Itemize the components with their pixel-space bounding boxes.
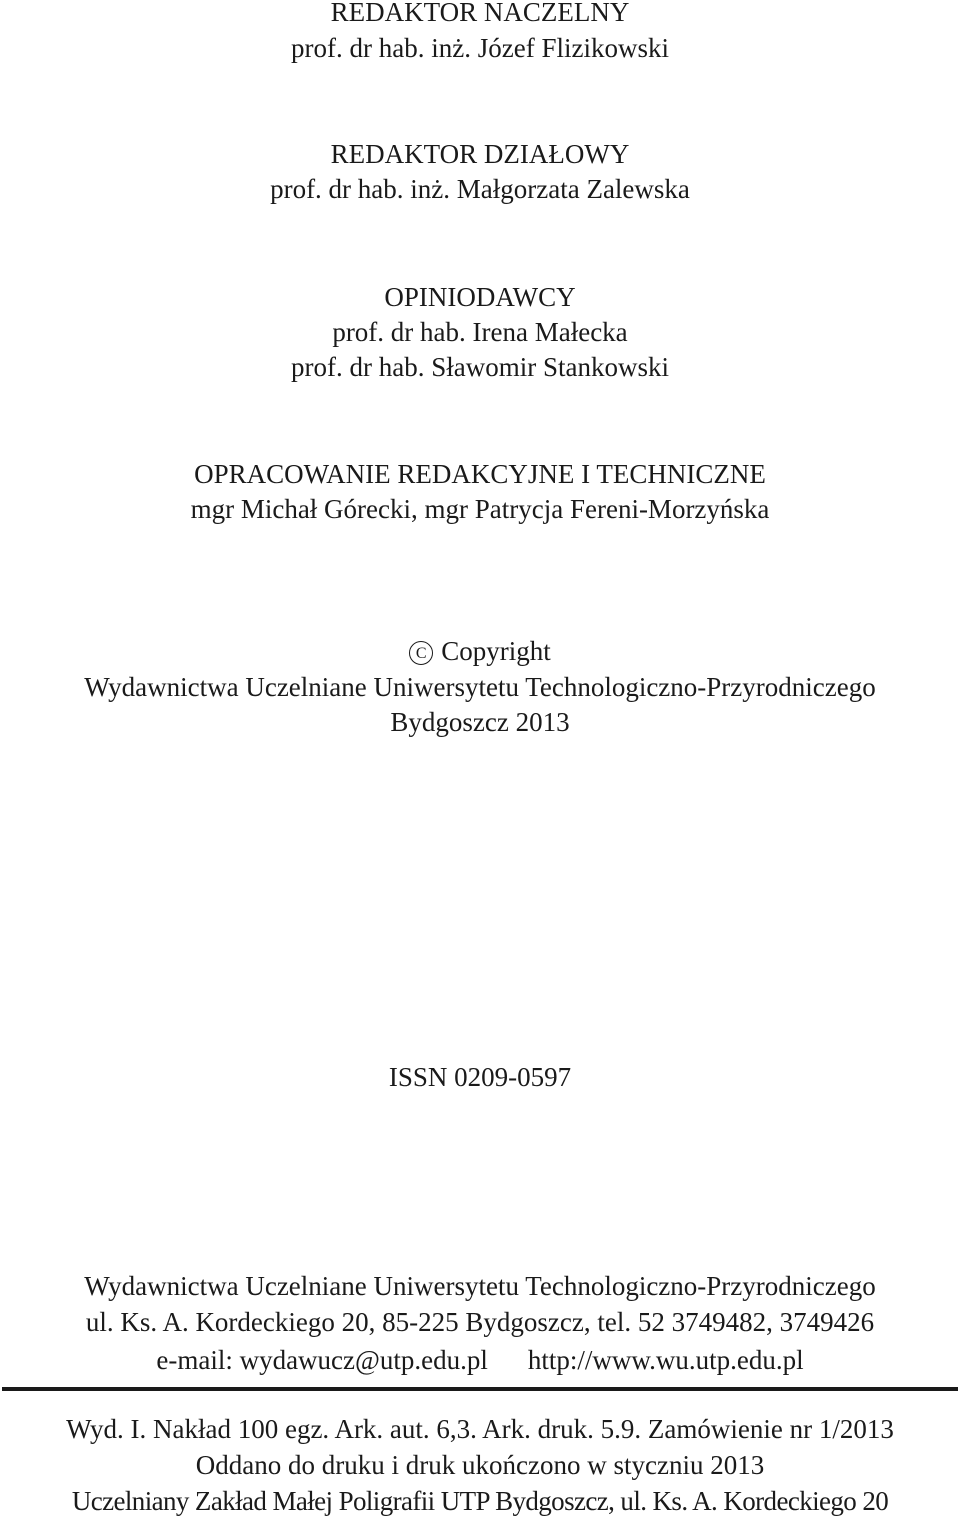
copyright-line xyxy=(0,634,960,668)
horizontal-rule xyxy=(2,1387,958,1391)
publisher-name: Wydawnictwa Uczelniane Uniwersytetu Technologiczno-Przyrodniczego xyxy=(84,1271,876,1301)
reviewer-name: prof. dr hab. Sławomir Stankowski xyxy=(291,352,669,382)
publisher-email: e-mail: wydawucz@utp.edu.pl xyxy=(156,1345,488,1375)
imprint-printed: Oddano do druku i druk ukończono w styczniu 2013 xyxy=(195,1450,765,1480)
technical-editing-heading: OPRACOWANIE REDAKCYJNE I TECHNICZNE xyxy=(194,459,766,489)
imprint-printer: Uczelniany Zakład Małej Poligrafii UTP Bydgoszcz, ul. Ks. A. Kordeckiego 20 xyxy=(71,1486,889,1516)
issn: ISSN 0209-0597 xyxy=(388,1062,572,1092)
publisher-website: http://www.wu.utp.edu.pl xyxy=(527,1345,804,1375)
reviewers-heading: OPINIODAWCY xyxy=(384,282,576,312)
section-editor-heading: REDAKTOR DZIAŁOWY xyxy=(330,139,630,169)
reviewer-name: prof. dr hab. Irena Małecka xyxy=(332,317,628,347)
publisher-contact xyxy=(0,1343,960,1377)
copyright-label: Copyright xyxy=(441,636,551,666)
section-editor-name: prof. dr hab. inż. Małgorzata Zalewska xyxy=(270,174,690,204)
technical-editing-names: mgr Michał Górecki, mgr Patrycja Fereni-Morzyńska xyxy=(190,494,770,524)
copyright-icon: C xyxy=(409,641,433,665)
editor-in-chief-name: prof. dr hab. inż. Józef Flizikowski xyxy=(291,33,669,63)
copyright-place-year: Bydgoszcz 2013 xyxy=(390,707,570,737)
copyright-holder: Wydawnictwa Uczelniane Uniwersytetu Technologiczno-Przyrodniczego xyxy=(84,672,876,702)
imprint-edition: Wyd. I. Nakład 100 egz. Ark. aut. 6,3. Ark. druk. 5.9. Zamówienie nr 1/2013 xyxy=(66,1414,894,1444)
editor-in-chief-heading: REDAKTOR NACZELNY xyxy=(330,0,630,27)
publisher-address: ul. Ks. A. Kordeckiego 20, 85-225 Bydgoszcz, tel. 52 3749482, 3749426 xyxy=(85,1307,875,1337)
